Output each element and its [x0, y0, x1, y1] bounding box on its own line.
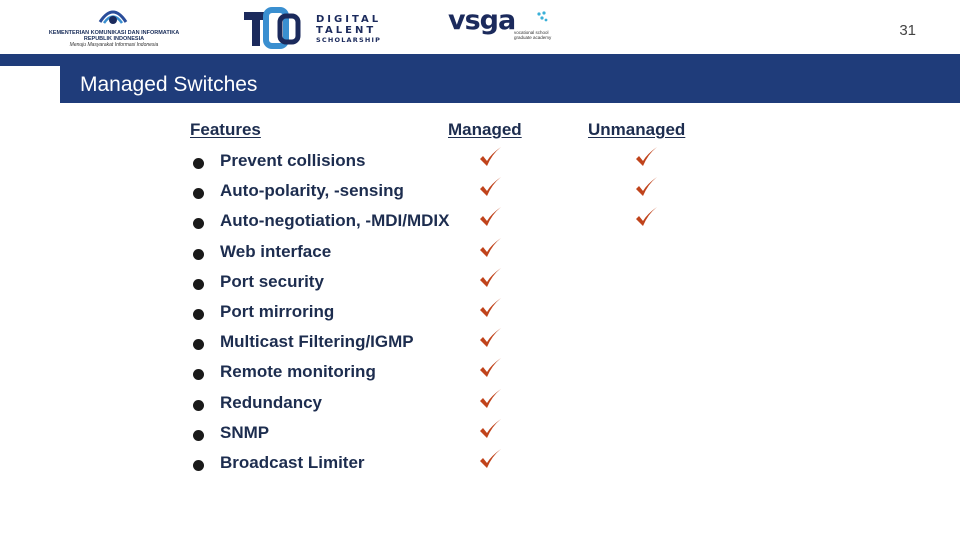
slide-title: Managed Switches	[80, 73, 258, 96]
bullet-dot	[193, 249, 204, 260]
managed-checkmark-icon	[476, 355, 504, 383]
dts-line3: SCHOLARSHIP	[316, 36, 382, 44]
feature-label: Broadcast Limiter	[220, 453, 365, 472]
feature-label: Remote monitoring	[220, 362, 376, 382]
feature-label: SNMP	[220, 422, 270, 442]
bullet-dot	[193, 460, 204, 471]
bullet-dot	[193, 158, 204, 169]
managed-checkmark-icon	[476, 204, 504, 232]
kominfo-name: KEMENTERIAN KOMUNIKASI DAN INFORMATIKA REPUBLIK INDONESIA	[48, 30, 180, 42]
bullet-dot	[193, 430, 204, 441]
vsga-subtitle: vocational school graduate academy	[514, 30, 552, 40]
kominfo-tagline: Menuju Masyarakat Informasi Indonesia	[69, 42, 159, 48]
feature-label: Prevent collisions	[220, 151, 366, 170]
column-header-managed: Managed	[448, 120, 522, 139]
bullet-dot	[193, 369, 204, 380]
bullet-dot	[193, 339, 204, 350]
feature-label: Web interface	[220, 241, 332, 261]
managed-checkmark-icon	[476, 416, 504, 444]
managed-checkmark-icon	[476, 325, 504, 353]
kominfo-logo	[38, 4, 190, 50]
page-number: 31	[899, 22, 916, 39]
kominfo-emblem-icon	[96, 6, 130, 28]
bullet-dot	[193, 188, 204, 199]
managed-checkmark-icon	[476, 446, 504, 474]
bullet-dot	[193, 309, 204, 320]
unmanaged-checkmark-icon	[632, 174, 660, 202]
dts-mark-icon	[240, 6, 304, 50]
title-band-accent	[0, 54, 60, 66]
bullet-dot	[193, 279, 204, 290]
bullet-dot	[193, 218, 204, 229]
feature-label: Port security	[220, 271, 324, 291]
digital-talent-logo	[240, 6, 410, 50]
managed-checkmark-icon	[476, 265, 504, 293]
dts-line1: DIGITAL	[316, 14, 382, 25]
managed-checkmark-icon	[476, 295, 504, 323]
feature-label: Redundancy	[220, 392, 323, 412]
column-header-features: Features	[190, 120, 261, 139]
sparkle-icon	[536, 10, 548, 24]
column-header-unmanaged: Unmanaged	[588, 120, 686, 139]
bullet-dot	[193, 400, 204, 411]
feature-label: Auto-negotiation, -MDI/MDIX	[220, 211, 450, 231]
managed-checkmark-icon	[476, 386, 504, 414]
feature-label: Auto-polarity, -sensing	[220, 181, 404, 201]
managed-checkmark-icon	[476, 174, 504, 202]
feature-label: Multicast Filtering/IGMP	[220, 332, 414, 352]
vsga-logo	[448, 6, 558, 50]
table-row	[0, 452, 960, 482]
feature-label: Port mirroring	[220, 302, 335, 321]
unmanaged-checkmark-icon	[632, 144, 660, 172]
managed-checkmark-icon	[476, 144, 504, 172]
vsga-wordmark: vsga	[448, 5, 516, 36]
managed-checkmark-icon	[476, 235, 504, 263]
unmanaged-checkmark-icon	[632, 204, 660, 232]
dts-line2: TALENT	[316, 25, 377, 36]
